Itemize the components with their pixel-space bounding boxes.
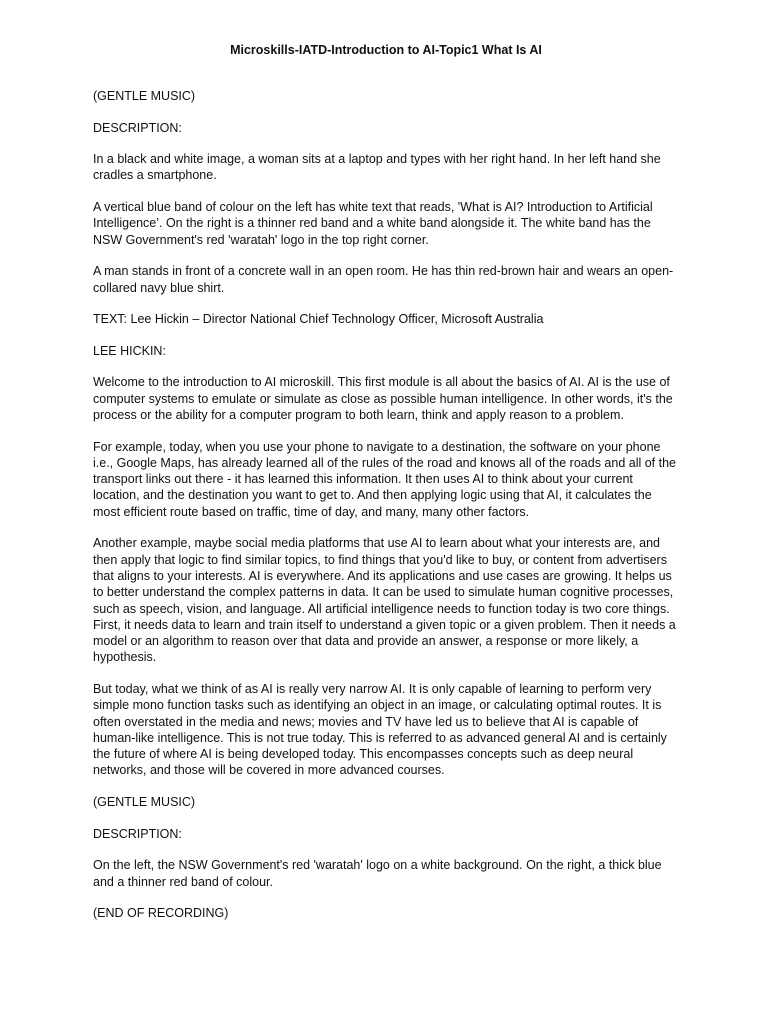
description-waratah-logo: On the left, the NSW Government's red 'waratah' logo on a white background. On the right, a thick blue and a thinner red band of colour. xyxy=(93,858,662,889)
speaker-label: LEE HICKIN: xyxy=(93,343,166,358)
speech-paragraph-social-media: Another example, maybe social media platforms that use AI to learn about what your interests are, and then apply that logic to find similar topics, to find things that you'd like to buy, or content from advertisers that aligns to your interests. AI is everywhere. And its applications and use cases are growing. It helps us to better understand the complex patterns in data. It can be used to simulate human cognitive processes, such as speech, vision, and language. All artificial intelligence needs to function today is two core things. First, it needs data to learn and train itself to understand a given topic or a given problem. Then it needs a model or an algorithm to reason over that data and provide an answer, a response or more likely, a hypothesis. xyxy=(93,536,676,665)
speech-paragraph-intro: Welcome to the introduction to AI microskill. This first module is all about the basics of AI. AI is the use of computer systems to emulate or simulate as close as possible human intelligence. In other words, it's the process or the ability for a computer program to both learn, think and apply reason to a problem. xyxy=(93,375,673,422)
description-label: DESCRIPTION: xyxy=(93,120,182,135)
document-title: Microskills-IATD-Introduction to AI-Topic1 What Is AI xyxy=(230,43,542,57)
transcript-page xyxy=(93,42,679,937)
speech-paragraph-narrow-ai: But today, what we think of as AI is really very narrow AI. It is only capable of learning to perform very simple mono function tasks such as identifying an object in an image, or calculating optimal routes. It is often overstated in the media and news; movies and TV have led us to believe that AI is capable of human-like intelligence. This is not true today. This is referred to as advanced general AI and is certainly the future of where AI is being developed today. This encompasses concepts such as deep neural networks, and those will be covered in more advanced courses. xyxy=(93,681,667,778)
description-woman-laptop: In a black and white image, a woman sits at a laptop and types with her right hand. In her left hand she cradles a smartphone. xyxy=(93,152,661,183)
sound-cue-gentle-music-end: (GENTLE MUSIC) xyxy=(93,795,196,810)
sound-cue-gentle-music: (GENTLE MUSIC) xyxy=(93,89,196,103)
speaker-caption-text: TEXT: Lee Hickin – Director National Chief Technology Officer, Microsoft Australia xyxy=(93,312,544,327)
speech-paragraph-maps-example: For example, today, when you use your phone to navigate to a destination, the software on your phone i.e., Google Maps, has already learned all of the rules of the road and knows all of the roads and all of the transport links out there - it has learned this information. It then uses AI to think about your current location, and the destination you want to get to. And then applying logic using that AI, it calculates the most efficient route based on traffic, time of day, and many, many other factors. xyxy=(93,439,676,519)
description-label-end: DESCRIPTION: xyxy=(93,826,182,841)
description-blue-band: A vertical blue band of colour on the left has white text that reads, 'What is AI? Introduction to Artificial Intelligence’. On the right is a thinner red band and a white band alongside it. The white band has the NSW Government's red 'waratah' logo in the top right corner. xyxy=(93,200,653,247)
description-man-standing: A man stands in front of a concrete wall in an open room. He has thin red-brown hair and wears an open-collared navy blue shirt. xyxy=(93,264,674,295)
end-of-recording: (END OF RECORDING) xyxy=(93,906,229,921)
